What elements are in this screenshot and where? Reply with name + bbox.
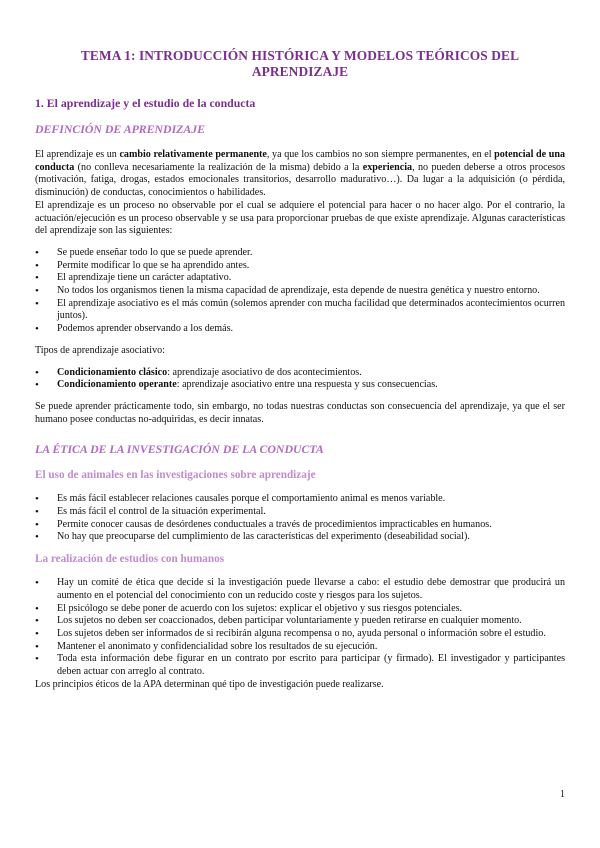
animals-heading: El uso de animales en las investigaciones sobre aprendizaje bbox=[35, 469, 316, 482]
list-item: • Se puede enseñar todo lo que se puede aprender. bbox=[35, 247, 565, 260]
humans-heading: La realización de estudios con humanos bbox=[35, 553, 225, 566]
definition-heading: DEFINCIÓN DE APRENDIZAJE bbox=[35, 122, 205, 136]
list-item: • Permite conocer causas de desórdenes conductuales a través de procedimientos impracticables en humanos. bbox=[35, 519, 565, 532]
list-item: • Los sujetos deben ser informados de si recibirán alguna recompensa o no, ayuda personal o información sobre el estudio. bbox=[35, 628, 565, 641]
document-title: TEMA 1: INTRODUCCIÓN HISTÓRICA Y MODELOS TEÓRICOS DEL APRENDIZAJE bbox=[80, 48, 520, 79]
list-item bbox=[35, 379, 565, 392]
para1-text-1: El aprendizaje es un bbox=[35, 149, 120, 160]
process-paragraph: El aprendizaje es un proceso no observable por el cual se adquiere el potencial para hacer o no hacer algo. Por el contrario, la actuación/ejecución es un proceso observable y se usa para proporcionar pruebas de que existe aprendizaje. Algunas características del aprendizaje son las siguientes: bbox=[35, 199, 565, 237]
humans-list bbox=[35, 577, 565, 679]
section-heading-learning: 1. El aprendizaje y el estudio de la conducta bbox=[35, 96, 256, 110]
list-item: • Es más fácil establecer relaciones causales porque el comportamiento animal es menos variable. bbox=[35, 493, 565, 506]
list-item: • Permite modificar lo que se ha aprendido antes. bbox=[35, 260, 565, 273]
list-item: • No hay que preocuparse del cumplimiento de las características del experimento (deseabilidad social). bbox=[35, 531, 565, 544]
para1-text-3: (no conlleva necesariamente la realización de la misma) debido a la bbox=[74, 161, 363, 173]
list-item: • El psicólogo se debe poner de acuerdo con los sujetos: explicar el objetivo y sus riesgos potenciales. bbox=[35, 603, 565, 616]
term-operant-conditioning: Condicionamiento operante bbox=[57, 379, 177, 391]
term-separator: : bbox=[176, 379, 183, 391]
types-intro: Tipos de aprendizaje asociativo: bbox=[35, 344, 165, 356]
page-number: 1 bbox=[560, 789, 565, 800]
associative-types-list bbox=[35, 367, 565, 392]
term-classical-conditioning: Condicionamiento clásico bbox=[57, 366, 168, 378]
para1-text-4: , no pueden deberse a otros procesos (motivación, fatiga, drogas, estados emocionales transitorios, desarrollo madurativo…). Da lugar a la adquisición (o pérdida, disminución) de conductas, conocimientos o habilidades. bbox=[35, 161, 565, 199]
list-item: • El aprendizaje tiene un carácter adaptativo. bbox=[35, 272, 565, 285]
list-item: • Podemos aprender observando a los demás. bbox=[35, 323, 565, 336]
list-item: • Los sujetos no deben ser coaccionados, deben participar voluntariamente y pueden retirarse en cualquier momento. bbox=[35, 615, 565, 628]
list-item: • Hay un comité de ética que decide si la investigación puede llevarse a cabo: el estudio debe demostrar que producirá un aumento en el potencial del conocimiento con un reducido coste y riesgos para los sujetos. bbox=[35, 577, 565, 602]
term-description: aprendizaje asociativo de dos acontecimientos. bbox=[172, 366, 362, 378]
innate-paragraph: Se puede aprender prácticamente todo, sin embargo, no todas nuestras conductas son consecuencia del aprendizaje, ya que el ser humano posee conductas no-adquiridas, es decir innatas. bbox=[35, 400, 565, 425]
para1-text-2: , ya que los cambios no son siempre permanentes, en el bbox=[266, 149, 495, 160]
apa-paragraph: Los principios éticos de la APA determinan qué tipo de investigación puede realizarse. bbox=[35, 678, 384, 690]
list-item: • El aprendizaje asociativo es el más común (solemos aprender con mucha facilidad que determinados acontecimientos ocurren juntos). bbox=[35, 298, 565, 323]
list-item: • No todos los organismos tienen la misma capacidad de aprendizaje, esta depende de nuestra genética y nuestro entorno. bbox=[35, 285, 565, 298]
term-description: aprendizaje asociativo entre una respuesta y sus consecuencias. bbox=[182, 379, 438, 391]
list-item: • Toda esta información debe figurar en un contrato por escrito para participar (y firmado). El investigador y participantes deben actuar con arreglo al contrato. bbox=[35, 653, 565, 678]
list-item: • Es más fácil el control de la situación experimental. bbox=[35, 506, 565, 519]
para1-bold-experience: experiencia bbox=[362, 161, 413, 173]
definition-paragraph bbox=[35, 149, 565, 200]
animals-list bbox=[35, 493, 565, 544]
para1-bold-behavior-potential: potencial de una conducta bbox=[35, 149, 565, 173]
list-item bbox=[35, 367, 565, 380]
characteristics-list bbox=[35, 247, 565, 336]
term-separator: : bbox=[167, 366, 173, 378]
list-item: • Mantener el anonimato y confidencialidad sobre los resultados de su ejecución. bbox=[35, 641, 565, 654]
ethics-heading: LA ÉTICA DE LA INVESTIGACIÓN DE LA CONDUCTA bbox=[35, 442, 324, 457]
para1-bold-permanent-change: cambio relativamente permanente bbox=[119, 149, 267, 160]
